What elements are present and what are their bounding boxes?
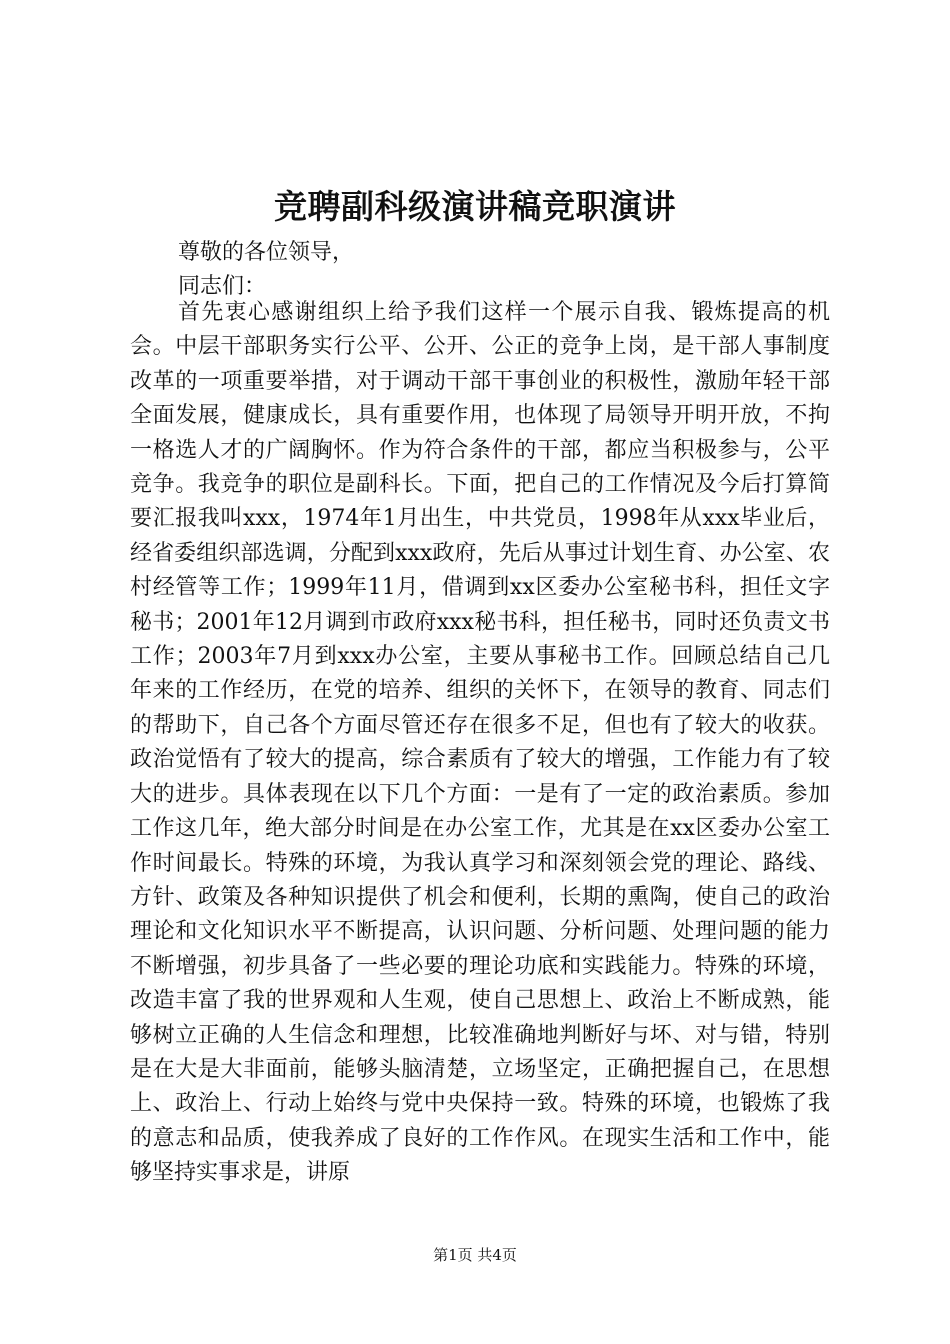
page-number-footer: 第1页 共4页 bbox=[433, 1246, 517, 1264]
body-paragraph: 首先衷心感谢组织上给予我们这样一个展示自我、锻炼提高的机会。中层干部职务实行公平、公开、公正的竞争上岗，是干部人事制度改革的一项重要举措，对于调动干部干事创业的积极性，激励年轻干部全面发展，健康成长，具有重要作用，也体现了局领导开明开放，不拘一格选人才的广阔胸怀。作为符合条件的干部，都应当积极参与，公平竞争。我竞争的职位是副科长。下面，把自己的工作情况及今后打算简要汇报我叫xxx，1974年1月出生，中共党员，1998年从xxx毕业后，经省委组织部选调，分配到xxx政府，先后从事过计划生育、办公室、农村经管等工作；1999年11月，借调到xx区委办公室秘书科，担任文字秘书；2001年12月调到市政府xxx秘书科，担任秘书，同时还负责文书工作；2003年7月到xxx办公室，主要从事秘书工作。回顾总结自己几年来的工作经历，在党的培养、组织的关怀下，在领导的教育、同志们的帮助下，自己各个方面尽管还存在很多不足，但也有了较大的收获。政治觉悟有了较大的提高，综合素质有了较大的增强，工作能力有了较大的进步。具体表现在以下几个方面：一是有了一定的政治素质。参加工作这几年，绝大部分时间是在办公室工作，尤其是在xx区委办公室工作时间最长。特殊的环境，为我认真学习和深刻领会党的理论、路线、方针、政策及各种知识提供了机会和便利，长期的熏陶，使自己的政治理论和文化知识水平不断提高，认识问题、分析问题、处理问题的能力不断增强，初步具备了一些必要的理论功底和实践能力。特殊的环境，改造丰富了我的世界观和人生观，使自己思想上、政治上不断成熟，能够树立正确的人生信念和理想，比较准确地判断好与坏、对与错，特别是在大是大非面前，能够头脑清楚，立场坚定，正确把握自己，在思想上、政治上、行动上始终与党中央保持一致。特殊的环境，也锻炼了我的意志和品质，使我养成了良好的工作作风。在现实生活和工作中，能够坚持实事求是，讲原 bbox=[130, 300, 830, 1186]
document-title: 竞聘副科级演讲稿竞职演讲 bbox=[274, 187, 676, 226]
salutation-leaders: 尊敬的各位领导， bbox=[178, 240, 355, 265]
salutation-comrades: 同志们： bbox=[178, 274, 267, 299]
